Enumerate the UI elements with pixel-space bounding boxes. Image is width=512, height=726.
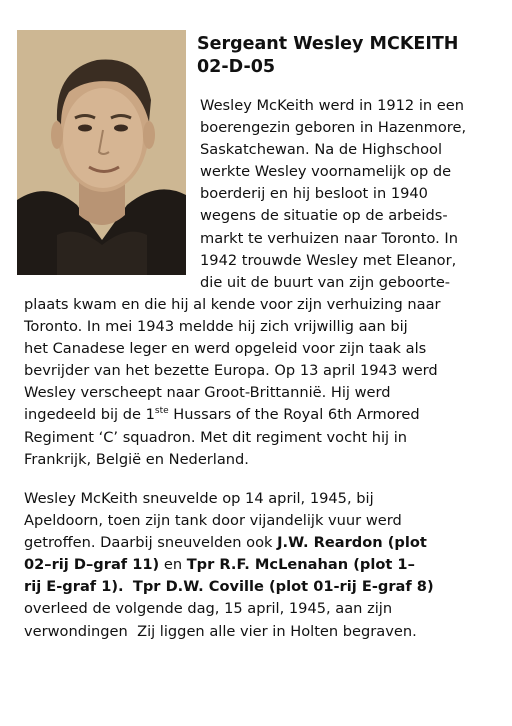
soldier-name: Sergeant Wesley MCKEITH xyxy=(197,34,459,54)
page-title xyxy=(197,33,458,79)
death-line xyxy=(24,576,499,598)
death-text: en xyxy=(159,556,187,574)
comrade-name: Tpr D.W. Coville (plot 01-rij E-graf 8) xyxy=(132,578,434,596)
bio-line: markt te verhuizen naar Toronto. In xyxy=(200,229,458,247)
bio-wrapped-text xyxy=(200,95,500,294)
portrait-photo xyxy=(17,30,186,275)
comrade-name: Tpr R.F. McLenahan (plot 1– xyxy=(186,556,415,574)
hussars-post: Hussars of the Royal 6th Armored xyxy=(168,406,420,424)
bio-line: boerderij en hij besloot in 1940 xyxy=(200,185,428,203)
death-line: overleed de volgende dag, 15 april, 1945, aan zijn xyxy=(24,600,393,618)
death-line: Apeldoorn, toen zijn tank door vijandelijk vuur werd xyxy=(24,512,402,530)
bio-line: werkte Wesley voornamelijk op de xyxy=(200,163,452,181)
bio-line: Frankrijk, België en Nederland. xyxy=(24,450,249,468)
ordinal-suffix: ste xyxy=(154,406,169,417)
comrade-name: J.W. Reardon (plot xyxy=(277,534,427,552)
bio-full-text xyxy=(24,294,499,471)
portrait-illustration xyxy=(17,30,186,275)
bio-line: plaats kwam en die hij al kende voor zijn verhuizing naar xyxy=(24,296,441,313)
bio-line: wegens de situatie op de arbeids- xyxy=(200,207,448,225)
grave-code: 02-D-05 xyxy=(197,57,276,77)
bio-line: die uit de buurt van zijn geboorte- xyxy=(200,273,451,291)
comrade-grave: 02–rij D–graf 11) xyxy=(24,556,160,574)
bio-line: het Canadese leger en werd opgeleid voor zijn taak als xyxy=(24,340,427,358)
bio-line: Wesley verscheept naar Groot-Brittannië. Hij werd xyxy=(24,384,391,402)
death-line: Wesley McKeith sneuvelde op 14 april, 1945, bij xyxy=(24,490,374,507)
death-line: verwondingen Zij liggen alle vier in Holten begraven. xyxy=(24,622,417,640)
hussars-pre: ingedeeld bij de 1 xyxy=(24,406,155,424)
bio-line: bevrijder van het bezette Europa. Op 13 april 1943 werd xyxy=(24,362,438,380)
bio-line: 1942 trouwde Wesley met Eleanor, xyxy=(200,251,457,269)
bio-line-hussars xyxy=(24,404,499,426)
bio-line: boerengezin geboren in Hazenmore, xyxy=(200,119,467,137)
death-line xyxy=(24,554,499,576)
death-text: getroffen. Daarbij sneuvelden ook xyxy=(24,534,278,552)
bio-line: Wesley McKeith werd in 1912 in een xyxy=(200,97,464,114)
comrade-grave: rij E-graf 1). xyxy=(24,578,124,596)
bio-line: Toronto. In mei 1943 meldde hij zich vrijwillig aan bij xyxy=(24,318,408,336)
bio-line: Saskatchewan. Na de Highschool xyxy=(200,141,443,159)
death-text xyxy=(124,578,133,595)
death-paragraph xyxy=(24,488,499,643)
death-line xyxy=(24,532,499,554)
bio-line: Regiment ‘C’ squadron. Met dit regiment vocht hij in xyxy=(24,428,408,446)
